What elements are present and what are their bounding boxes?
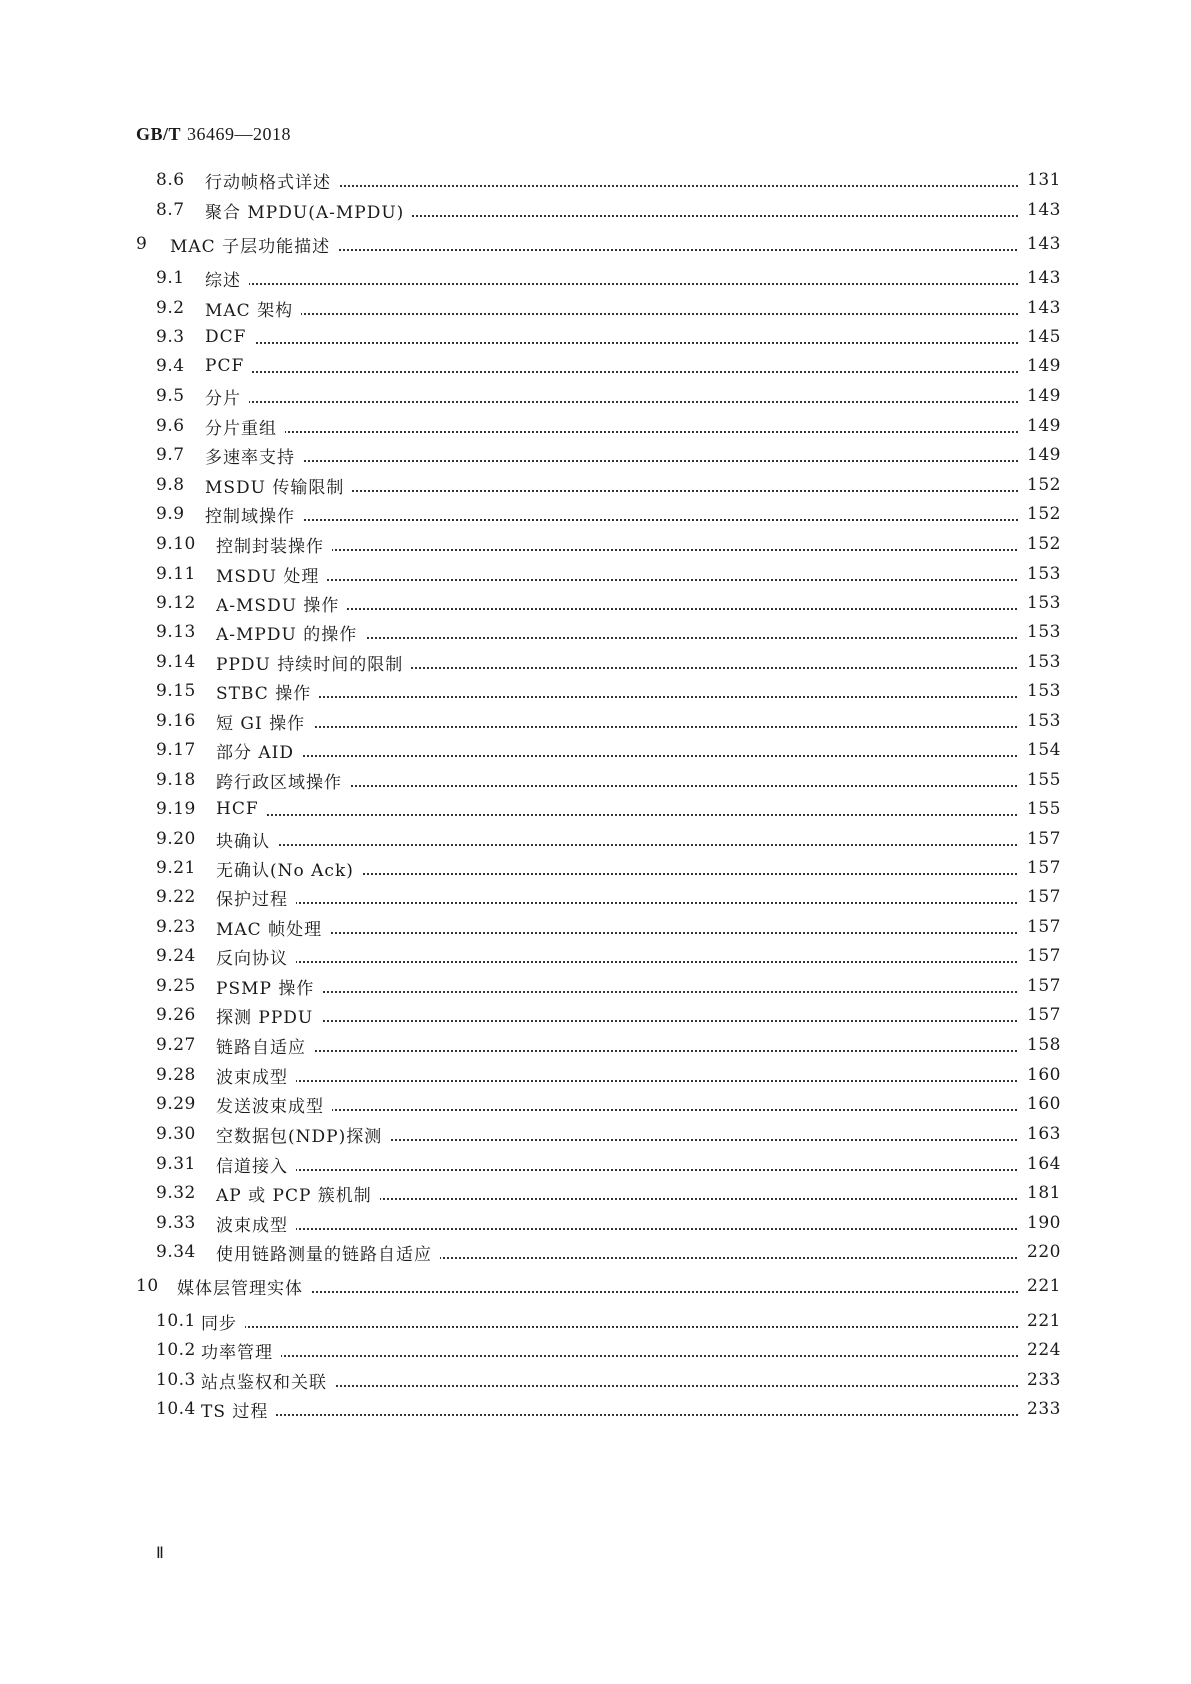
toc-entry-number: 9.31 bbox=[156, 1154, 196, 1174]
toc-entry-number: 9.2 bbox=[156, 298, 185, 318]
dot-leader bbox=[216, 842, 1025, 846]
toc-entry-page: 158 bbox=[1019, 1035, 1061, 1055]
toc-entry-number: 9.4 bbox=[156, 356, 185, 376]
toc-entry-title: 无确认(No Ack) bbox=[216, 856, 362, 881]
toc-entry-page: 157 bbox=[1019, 917, 1061, 937]
toc-section-entry[interactable] bbox=[0, 1335, 1191, 1365]
toc-section-entry[interactable] bbox=[0, 322, 1191, 352]
dot-leader bbox=[216, 724, 1025, 728]
toc-entry-number: 9.15 bbox=[156, 681, 196, 701]
toc-entry-title: 部分 AID bbox=[216, 738, 302, 763]
toc-section-entry[interactable] bbox=[0, 1149, 1191, 1179]
toc-section-entry[interactable] bbox=[0, 617, 1191, 647]
dot-leader bbox=[216, 900, 1025, 904]
toc-entry-number: 9.21 bbox=[156, 858, 196, 878]
toc-entry-page: 157 bbox=[1019, 946, 1061, 966]
toc-entry-number: 9.5 bbox=[156, 386, 185, 406]
toc-entry-title: 块确认 bbox=[216, 827, 278, 852]
toc-section-entry[interactable] bbox=[0, 293, 1191, 323]
dot-leader bbox=[201, 1353, 1025, 1357]
toc-entry-number: 10.1 bbox=[156, 1311, 196, 1331]
dot-leader bbox=[216, 1167, 1025, 1171]
toc-entry-page: 153 bbox=[1019, 711, 1061, 731]
toc-entry-title: 探测 PPDU bbox=[216, 1003, 321, 1028]
dot-leader bbox=[216, 930, 1025, 934]
standard-header bbox=[136, 124, 291, 145]
toc-entry-number: 9.10 bbox=[156, 534, 196, 554]
toc-entry-page: 224 bbox=[1019, 1340, 1061, 1360]
toc-entry-title: 空数据包(NDP)探测 bbox=[216, 1122, 390, 1147]
toc-entry-title: MAC 帧处理 bbox=[216, 915, 330, 940]
dot-leader bbox=[216, 1018, 1025, 1022]
toc-entry-page: 152 bbox=[1019, 504, 1061, 524]
toc-entry-title: TS 过程 bbox=[201, 1397, 276, 1422]
toc-entry-page: 152 bbox=[1019, 534, 1061, 554]
toc-entry-number: 10.3 bbox=[156, 1370, 196, 1390]
toc-entry-number: 9.16 bbox=[156, 711, 196, 731]
toc-entry-page: 157 bbox=[1019, 829, 1061, 849]
toc-entry-page: 160 bbox=[1019, 1094, 1061, 1114]
toc-section-entry[interactable] bbox=[0, 706, 1191, 736]
toc-entry-page: 181 bbox=[1019, 1183, 1061, 1203]
toc-entry-title: 波束成型 bbox=[216, 1063, 296, 1088]
toc-chapter-entry[interactable] bbox=[0, 229, 1191, 259]
toc-entry-number: 10 bbox=[136, 1276, 159, 1296]
dot-leader bbox=[216, 959, 1025, 963]
toc-section-entry[interactable] bbox=[0, 1119, 1191, 1149]
toc-entry-page: 155 bbox=[1019, 770, 1061, 790]
toc-entry-number: 9.27 bbox=[156, 1035, 196, 1055]
toc-entry-page: 221 bbox=[1019, 1311, 1061, 1331]
toc-entry-page: 143 bbox=[1019, 298, 1061, 318]
standard-number: 36469—2018 bbox=[187, 124, 292, 144]
toc-entry-number: 9.20 bbox=[156, 829, 196, 849]
toc-entry-page: 157 bbox=[1019, 858, 1061, 878]
dot-leader bbox=[216, 547, 1025, 551]
toc-entry-number: 9.7 bbox=[156, 445, 185, 465]
dot-leader bbox=[216, 1048, 1025, 1052]
toc-section-entry[interactable] bbox=[0, 912, 1191, 942]
toc-entry-title: 多速率支持 bbox=[205, 443, 303, 468]
toc-entry-page: 155 bbox=[1019, 799, 1061, 819]
dot-leader bbox=[216, 753, 1025, 757]
toc-entry-number: 9.11 bbox=[156, 564, 196, 584]
standard-prefix: GB/T bbox=[136, 124, 182, 144]
toc-section-entry[interactable] bbox=[0, 529, 1191, 559]
toc-entry-page: 149 bbox=[1019, 386, 1061, 406]
toc-entry-number: 9.13 bbox=[156, 622, 196, 642]
toc-section-entry[interactable] bbox=[0, 647, 1191, 677]
toc-entry-number: 9.29 bbox=[156, 1094, 196, 1114]
toc-entry-page: 153 bbox=[1019, 622, 1061, 642]
toc-entry-title: PPDU 持续时间的限制 bbox=[216, 650, 411, 675]
toc-section-entry[interactable] bbox=[0, 971, 1191, 1001]
dot-leader bbox=[205, 517, 1025, 521]
toc-section-entry[interactable] bbox=[0, 676, 1191, 706]
toc-entry-number: 9.17 bbox=[156, 740, 196, 760]
toc-entry-title: 保护过程 bbox=[216, 885, 296, 910]
dot-leader bbox=[205, 340, 1025, 344]
toc-entry-page: 153 bbox=[1019, 593, 1061, 613]
toc-entry-number: 10.2 bbox=[156, 1340, 196, 1360]
toc-entry-number: 9.14 bbox=[156, 652, 196, 672]
toc-entry-title: 综述 bbox=[205, 266, 249, 291]
dot-leader bbox=[216, 989, 1025, 993]
toc-entry-number: 9.34 bbox=[156, 1242, 196, 1262]
toc-entry-title: 功率管理 bbox=[201, 1338, 281, 1363]
toc-section-entry[interactable] bbox=[0, 499, 1191, 529]
toc-entry-title: 分片 bbox=[205, 384, 249, 409]
toc-entry-title: 跨行政区域操作 bbox=[216, 768, 350, 793]
dot-leader bbox=[216, 694, 1025, 698]
dot-leader bbox=[205, 399, 1025, 403]
toc-entry-number: 9.28 bbox=[156, 1065, 196, 1085]
dot-leader bbox=[205, 458, 1025, 462]
toc-entry-number: 9.18 bbox=[156, 770, 196, 790]
toc-section-entry[interactable] bbox=[0, 1178, 1191, 1208]
page-number-footer: Ⅱ bbox=[156, 1545, 164, 1562]
toc-entry-page: 145 bbox=[1019, 327, 1061, 347]
dot-leader bbox=[216, 1226, 1025, 1230]
toc-section-entry[interactable] bbox=[0, 381, 1191, 411]
toc-entry-page: 149 bbox=[1019, 416, 1061, 436]
toc-section-entry[interactable] bbox=[0, 941, 1191, 971]
toc-entry-title: PCF bbox=[205, 356, 252, 376]
toc-entry-title: 反向协议 bbox=[216, 944, 296, 969]
toc-entry-title: 媒体层管理实体 bbox=[177, 1274, 311, 1299]
toc-section-entry[interactable] bbox=[0, 263, 1191, 293]
toc-section-entry[interactable] bbox=[0, 1237, 1191, 1267]
toc-entry-title: HCF bbox=[216, 799, 267, 819]
toc-entry-number: 9.9 bbox=[156, 504, 185, 524]
toc-entry-page: 157 bbox=[1019, 1005, 1061, 1025]
toc-entry-number: 9.1 bbox=[156, 268, 185, 288]
toc-section-entry[interactable] bbox=[0, 1208, 1191, 1238]
toc-entry-title: 行动帧格式详述 bbox=[205, 168, 339, 193]
toc-entry-title: MAC 子层功能描述 bbox=[170, 232, 338, 257]
dot-leader bbox=[216, 1078, 1025, 1082]
toc-entry-number: 9.33 bbox=[156, 1213, 196, 1233]
toc-entry-number: 9.8 bbox=[156, 475, 185, 495]
toc-section-entry[interactable] bbox=[0, 195, 1191, 225]
toc-entry-title: 同步 bbox=[201, 1309, 245, 1334]
toc-section-entry[interactable] bbox=[0, 1089, 1191, 1119]
toc-section-entry[interactable] bbox=[0, 1030, 1191, 1060]
toc-entry-page: 157 bbox=[1019, 976, 1061, 996]
toc-section-entry[interactable] bbox=[0, 470, 1191, 500]
toc-entry-page: 153 bbox=[1019, 681, 1061, 701]
toc-section-entry[interactable] bbox=[0, 165, 1191, 195]
dot-leader bbox=[201, 1412, 1025, 1416]
toc-entry-number: 9.3 bbox=[156, 327, 185, 347]
toc-entry-page: 221 bbox=[1019, 1276, 1061, 1296]
toc-entry-number: 9.19 bbox=[156, 799, 196, 819]
toc-entry-page: 153 bbox=[1019, 564, 1061, 584]
toc-entry-page: 157 bbox=[1019, 887, 1061, 907]
toc-entry-number: 8.6 bbox=[156, 170, 185, 190]
dot-leader bbox=[216, 812, 1025, 816]
toc-section-entry[interactable] bbox=[0, 440, 1191, 470]
toc-entry-number: 9.22 bbox=[156, 887, 196, 907]
toc-entry-number: 9.30 bbox=[156, 1124, 196, 1144]
toc-entry-page: 154 bbox=[1019, 740, 1061, 760]
toc-entry-number: 9.23 bbox=[156, 917, 196, 937]
toc-entry-title: 聚合 MPDU(A-MPDU) bbox=[205, 198, 412, 223]
toc-entry-number: 10.4 bbox=[156, 1399, 196, 1419]
toc-entry-number: 9.32 bbox=[156, 1183, 196, 1203]
toc-entry-title: MSDU 处理 bbox=[216, 562, 327, 587]
toc-entry-page: 149 bbox=[1019, 356, 1061, 376]
toc-entry-title: 站点鉴权和关联 bbox=[201, 1368, 335, 1393]
toc-section-entry[interactable] bbox=[0, 1000, 1191, 1030]
toc-entry-number: 9.6 bbox=[156, 416, 185, 436]
toc-entry-title: A-MSDU 操作 bbox=[216, 591, 347, 616]
toc-entry-page: 152 bbox=[1019, 475, 1061, 495]
toc-entry-number: 9.25 bbox=[156, 976, 196, 996]
toc-section-entry[interactable] bbox=[0, 411, 1191, 441]
toc-section-entry[interactable] bbox=[0, 824, 1191, 854]
toc-entry-number: 9 bbox=[136, 234, 148, 254]
dot-leader bbox=[201, 1324, 1025, 1328]
toc-entry-page: 153 bbox=[1019, 652, 1061, 672]
toc-entry-title: 短 GI 操作 bbox=[216, 709, 313, 734]
toc-entry-page: 149 bbox=[1019, 445, 1061, 465]
dot-leader bbox=[205, 281, 1025, 285]
toc-section-entry[interactable] bbox=[0, 765, 1191, 795]
toc-section-entry[interactable] bbox=[0, 559, 1191, 589]
toc-chapter-entry[interactable] bbox=[0, 1271, 1191, 1301]
toc-entry-title: PSMP 操作 bbox=[216, 974, 322, 999]
toc-entry-page: 160 bbox=[1019, 1065, 1061, 1085]
toc-entry-title: 控制域操作 bbox=[205, 502, 303, 527]
toc-entry-title: 波束成型 bbox=[216, 1211, 296, 1236]
toc-entry-title: 信道接入 bbox=[216, 1152, 296, 1177]
dot-leader bbox=[216, 577, 1025, 581]
toc-entry-page: 131 bbox=[1019, 170, 1061, 190]
toc-entry-page: 163 bbox=[1019, 1124, 1061, 1144]
toc-entry-number: 8.7 bbox=[156, 200, 185, 220]
toc-entry-page: 164 bbox=[1019, 1154, 1061, 1174]
toc-entry-title: DCF bbox=[205, 327, 254, 347]
toc-entry-number: 9.26 bbox=[156, 1005, 196, 1025]
toc-section-entry[interactable] bbox=[0, 882, 1191, 912]
toc-entry-page: 190 bbox=[1019, 1213, 1061, 1233]
toc-entry-number: 9.12 bbox=[156, 593, 196, 613]
toc-section-entry[interactable] bbox=[0, 1306, 1191, 1336]
toc-section-entry[interactable] bbox=[0, 853, 1191, 883]
toc-entry-title: 控制封装操作 bbox=[216, 532, 332, 557]
toc-entry-page: 143 bbox=[1019, 268, 1061, 288]
toc-section-entry[interactable] bbox=[0, 588, 1191, 618]
toc-entry-title: MAC 架构 bbox=[205, 296, 301, 321]
toc-entry-page: 143 bbox=[1019, 234, 1061, 254]
dot-leader bbox=[216, 1107, 1025, 1111]
toc-section-entry[interactable] bbox=[0, 794, 1191, 824]
toc-entry-page: 233 bbox=[1019, 1399, 1061, 1419]
toc-entry-title: 链路自适应 bbox=[216, 1033, 314, 1058]
dot-leader bbox=[205, 429, 1025, 433]
toc-entry-page: 220 bbox=[1019, 1242, 1061, 1262]
toc-entry-title: A-MPDU 的操作 bbox=[216, 620, 365, 645]
toc-section-entry[interactable] bbox=[0, 351, 1191, 381]
toc-entry-title: STBC 操作 bbox=[216, 679, 319, 704]
toc-section-entry[interactable] bbox=[0, 1365, 1191, 1395]
toc-entry-page: 143 bbox=[1019, 200, 1061, 220]
dot-leader bbox=[205, 311, 1025, 315]
toc-entry-title: AP 或 PCP 簇机制 bbox=[216, 1181, 380, 1206]
toc-entry-title: 发送波束成型 bbox=[216, 1092, 332, 1117]
toc-section-entry[interactable] bbox=[0, 1060, 1191, 1090]
toc-entry-page: 233 bbox=[1019, 1370, 1061, 1390]
toc-entry-title: 使用链路测量的链路自适应 bbox=[216, 1240, 440, 1265]
toc-section-entry[interactable] bbox=[0, 735, 1191, 765]
dot-leader bbox=[205, 369, 1025, 373]
toc-section-entry[interactable] bbox=[0, 1394, 1191, 1424]
toc-entry-number: 9.24 bbox=[156, 946, 196, 966]
toc-entry-title: 分片重组 bbox=[205, 414, 285, 439]
toc-entry-title: MSDU 传输限制 bbox=[205, 473, 352, 498]
